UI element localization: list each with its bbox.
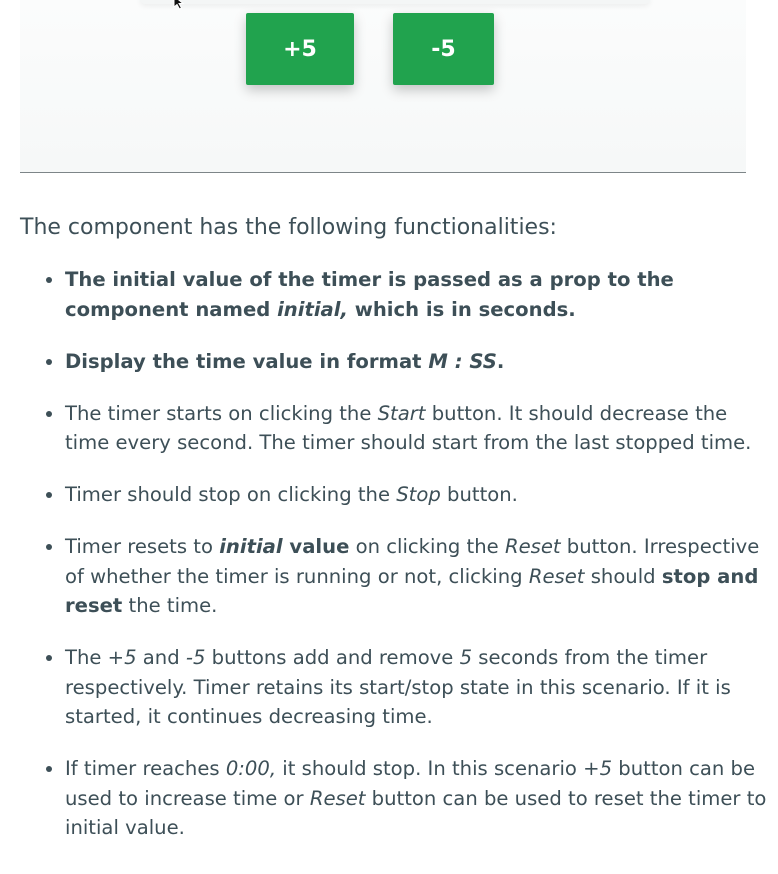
mouse-cursor-icon: [172, 0, 188, 12]
plus-five-button[interactable]: +5: [246, 13, 354, 85]
horizontal-divider: [20, 172, 746, 173]
list-item-stop: • Timer should stop on clicking the Stop button.: [65, 480, 767, 510]
list-item-initial-prop: • The initial value of the timer is passed as a prop to the component named initial, which is in seconds.: [65, 265, 767, 324]
list-item-start: • The timer starts on clicking the Start button. It should decrease the time every second. The timer should start from the last stopped time.: [65, 399, 767, 458]
functionalities-intro: The component has the following functionalities:: [20, 215, 557, 240]
timer-panel: [20, 0, 746, 172]
list-item-display-format: • Display the time value in format M : SS.: [65, 347, 767, 377]
minus-five-button[interactable]: -5: [393, 13, 494, 85]
functionality-list: [44, 265, 767, 865]
list-item-plus-minus: • The +5 and -5 buttons add and remove 5 seconds from the timer respectively. Timer retains its start/stop state in this scenario. If it is started, it continues decreasing time.: [65, 643, 767, 732]
timer-display-edge: [140, 0, 650, 4]
list-item-zero: • If timer reaches 0:00, it should stop. In this scenario +5 button can be used to increase time or Reset button can be used to reset the timer to initial value.: [65, 754, 767, 843]
list-item-reset: • Timer resets to initial value on clicking the Reset button. Irrespective of whether the timer is running or not, clicking Reset should stop and reset the time.: [65, 532, 767, 621]
